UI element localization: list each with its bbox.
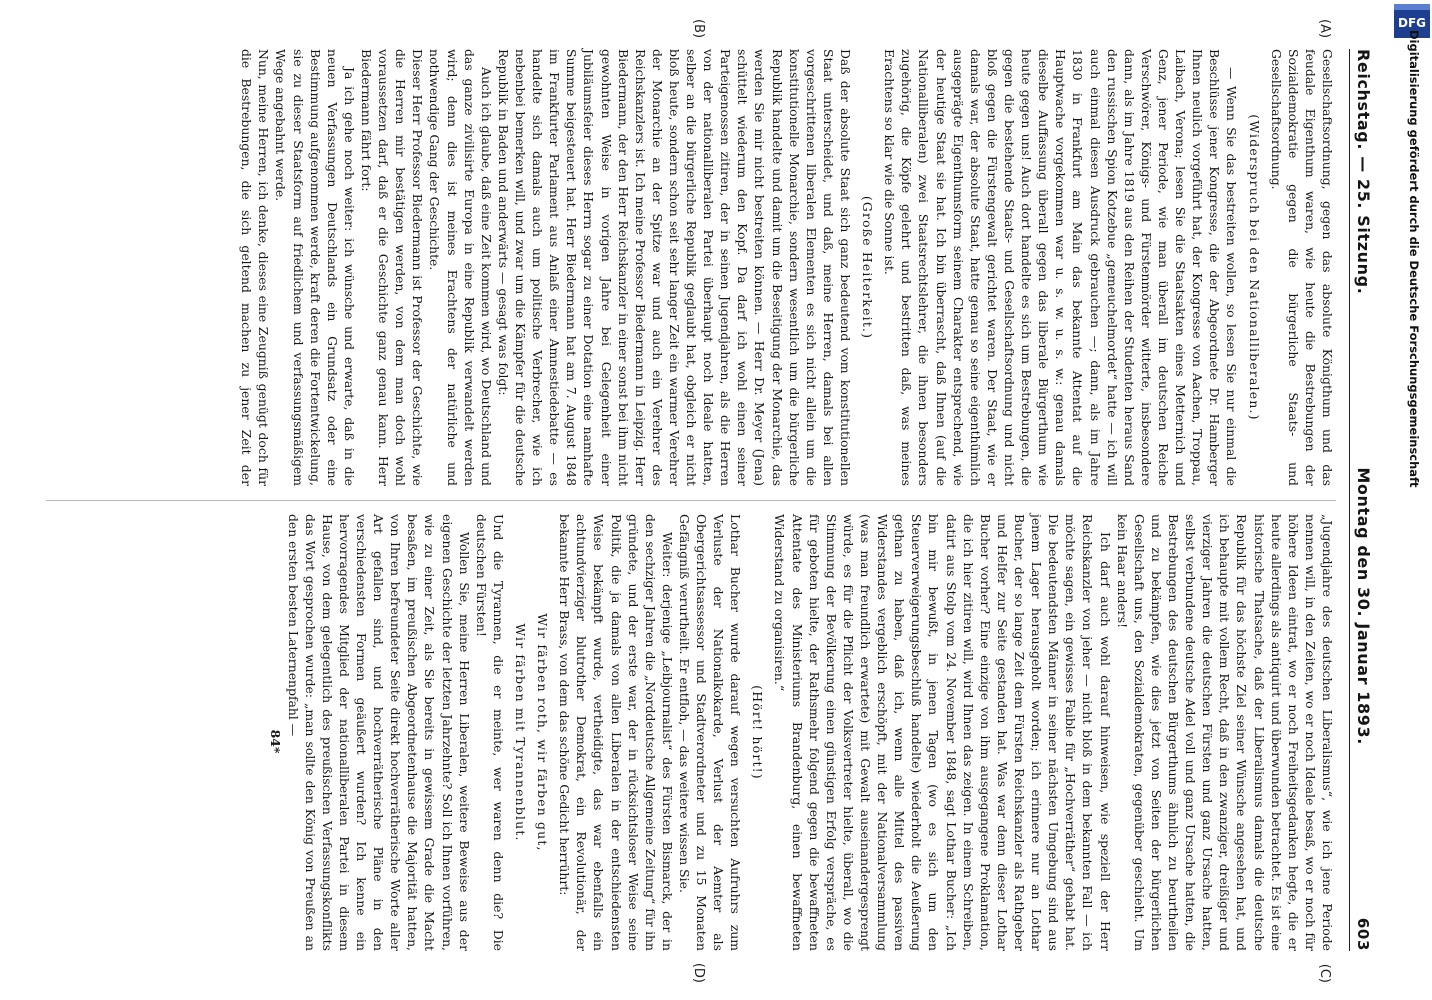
- paragraph: Daß der absolute Staat sich ganz bedeutend vom konstitutionellen Staat unterscheidet, und daß, meine Herren, damals bei allen vorgeschrittenen liberalen Elementen es sich nicht allein um die konstitutionelle Monarchie, sondern wesentlich um die bürgerliche Republik handelte und damit um die Beseitigung der Monarchie, das werden Sie mir nicht bestreiten können. — Herr Dr. Meyer (Jena) schüttelt wiederum den Kopf. Da darf ich wohl einen seiner Parteigenossen zitiren, der in seinen Jugendjahren, als die Herren von der nationalliberalen Partei überhaupt noch Ideale hatten, selber an die bürgerliche Republik geglaubt hat, obgleich er nicht bloß heute, sondern schon seit sehr langer Zeit ein warmer Verehrer der Monarchie an der Spitze war und auch ein Verehrer des Reichskanzlers ist. Ich meine Professor Biedermann in Leipzig. Herr Biedermann, der den Herr Reichskanzler in einer sonst bei ihm nicht gewohnten Weise in vorigen Jahre bei Gelegenheit einer Jubiläumsfeier dieses Herrn sogar zu einer Dotation eine namhafte Summe beigesteuert hat. Herr Biedermann hat am 7. August 1848 im Frankfurter Parlament aus Anlaß einer Amnestiedebatte — es handelte sich damals auch um politische Verbrecher, wie ich nebenbei bemerken will, und zwar um die Kämpfer für die deutsche Republik in Baden und anderwärts — gesagt was folgt:: [495, 49, 854, 486]
- rotated-document-page: [36, 15, 1396, 985]
- paragraph: Wollen Sie, meine Herren Liberalen, weitere Beweise aus der eigenen Geschichte der letzten Jahrzehnte? Soll ich Ihnen vorführen, wie zu einer Zeit, als Sie bereits in gewissem Grade die Macht besaßen, im preußischen Abgeordnetenhause die Majorität hatten, von Ihren befreundeter Seite direkt hochverrätherische Worte aller Art gefallen sind, und hochverrätherische Pläne in den verschiedensten Formen geäußert wurden? Ich kenne ein hervorragendes Mitglied der nationalliberalen Partei in diesem Hause, von dem gelegentlich des preußischen Verfassungskonflikts das Wort gesprochen wurde: „man sollte den König von Preußen an den ersten besten Laternenpfahl —: [285, 514, 472, 951]
- header-date: Montag den 30. Januar 1893.: [1354, 467, 1373, 745]
- centered-line: (Große Heiterkeit.): [860, 195, 876, 340]
- centered-line: Wir färben roth, wir färben gut,: [535, 613, 551, 852]
- paragraph: Nun, meine Herren, ich denke, dieses eine Zeugniß genügt doch für die Bestrebungen, die sich geltend machen zu jener Zeit der „Jugendjahre des deutschen Liberalismus“, wie ich jene Periode nennen will, in den Zeiten, wo er noch Ideale besaß, wo er noch für höhere Ideen eintrat, wo er noch Freiheitsgedanken hegte, die er heute allerdings als antiquirt und überwunden betrachtet. Es ist eine historische Thatsache, daß der Liberalismus damals die deutsche Republik für das höchste Ziel seiner Wünsche angesehen hat, und ich behaupte mit vollem Recht, daß in den zwanziger, dreißiger und vierziger Jahren die deutschen Fürsten und ganz Ursache hatten, selbst verbundene deutsche Adel voll und ganz Ursache hatten, die Bestrebungen des deutschen Bürgerthums ähnlich zu beurtheilen und zu bekämpfen, wie dies jetzt von Seiten der bürgerlichen Gesellschaft uns, den Sozialdemokraten, gegenüber geschieht. Um kein Haar anders!: [239, 49, 1335, 951]
- header-session: Reichstag. — 25. Sitzung.: [1354, 49, 1373, 295]
- digitization-stamp: [1386, 0, 1432, 1000]
- paragraph: Gesellschaftsordnung, gegen das absolute Königthum und das feudale Eigenthum waren, wie heute die Bestrebungen der Sozialdemokratie gegen die bürgerliche Staats- und Gesellschaftsordnung.: [1268, 49, 1335, 486]
- centered-line: (Hört! hört!): [750, 685, 766, 780]
- paragraph: — Wenn Sie das bestreiten wollen, so lesen Sie nur einmal die Beschlüsse jener Kongresse, die der Abgeordnete Dr. Hamberger Ihnen neulich vorgeführt hat, der Kongresse von Aachen, Troppau, Laibach, Verona; lesen Sie die Staatsakten eines Metternich und Genz, jener Periode, wie man überall im deutschen Reiche Verschwörer, Königs- und Fürstenmörder witterte, insbesondere dann, als im Jahre 1819 aus den Reihen der Studenten heraus Sand den russischen Spion Kotzebue „gemeuchelmordet“ hatte — ich will auch einmal diesen Ausdruck gebrauchen —; dann, als im Jahre 1830 in Frankfurt am Main das bekannte Attentat auf die Hauptwache vorgekommen war u. s. w. u. s. w.: genau damals dieselbe Auffassung überall gegen das liberale Bürgerthum wie heute gegen uns! Auch dort handelte es sich um Bestrebungen, die gegen die bestehende Staats- und Gesellschaftsordnung und nicht bloß gegen die Fürstengewalt gerichtet waren. Der Staat, wie er damals war, der absolute Staat, hatte genau so seine eigenthümlich ausgeprägte Eigenthumsform seinem Charakter entsprechend, wie der heutige Staat sie hat. Ich bin überrascht, daß Ihnen (auf die Nationalliberalen) zwei Staatsrechtslehrer, die ihnen besonders zugehörig, die Köpfe gelehrt und bestritten daß, was meines Erachtens so klar wie die Sonne ist.: [882, 49, 1240, 486]
- running-header: [1349, 49, 1384, 951]
- centered-line: (Widerspruch bei den Nationalliberalen.): [1246, 114, 1262, 421]
- margin-marker-d: (D): [691, 962, 706, 983]
- paragraph: Ja ich gehe noch weiter: ich wünsche und erwarte, daß in die neuen Verfassungen Deutschlands ein Grundsatz oder eine Bestimmung aufgenommen werde, kraft deren die Fortentwickelung, sie zu dieser Staatsform auf friedlichem und verfassungsmäßigem Wege angebahnt werde.: [273, 49, 357, 486]
- centered-line: Wir färben mit Tyrannenblut.: [512, 623, 528, 842]
- column-divider: [46, 500, 1336, 501]
- paragraph: Und die Tyrannen, die er meinte, wer waren denn die? Die deutschen Fürsten!: [473, 514, 506, 951]
- sheet-signature: 84*: [268, 729, 284, 754]
- paragraph: Weiter: derjenige „Leibjournalist“ des Fürsten Bismarck, der in den sechziger Jahren die „Norddeutsche Allgemeine Zeitung“ für ihn gründete, und der erste war, der in rücksichtsloser Weise seine Politik, die ja damals von allen Liberalen in der entschiedensten Weise bekämpft wurde, vertheidigte, das war ebenfalls ein achtundvierziger blutrother Demokrat, ein Revolutionär, der bekannte Herr Brass, von dem das schöne Gedicht herrührt:: [557, 514, 675, 951]
- paragraph: Lothar Bucher wurde darauf wegen versuchten Aufruhrs zum Verluste der Nationalkokarde, Verlust der Aemter als Obergerichtsassessor und Stadtverordneter und zu 15 Monaten Gefängniß verurtheilt. Er entfloh, — das weitere wissen Sie.: [676, 514, 744, 951]
- margin-marker-b: (B): [691, 19, 706, 39]
- margin-marker-c: (C): [1317, 963, 1332, 983]
- digitization-notice: Digitalisierung gefördert durch die Deutsche Forschungsgemeinschaft: [1407, 30, 1421, 488]
- paragraph: Auch ich glaube, daß eine Zeit kommen wird, wo Deutschland und das ganze zivilisirte Europa in eine Republik verwandelt werden wird; denn dies ist meines Erachtens der natürliche und nothwendige Gang der Geschichte.: [427, 49, 494, 486]
- paragraph: Dieser Herr Professor Biedermann ist Professor der Geschichte, wie die Herren mir bestätigen werden, von dem man doch wohl voraussetzen darf, daß er die Geschichte ganz genau kann. Herr Biedermann fährt fort:: [358, 49, 426, 486]
- dfg-logo-text: DFG: [1397, 16, 1427, 30]
- page-number: 603: [1354, 917, 1372, 951]
- margin-marker-a: (A): [1317, 19, 1332, 39]
- paragraph: Ich darf auch wohl darauf hinweisen, wie speziell der Herr Reichskanzler von jeher — nicht bloß in dem bekannten Fall — ich möchte sagen, ein gewisses Faible für „Hochverräther“ gehabt hat. Die bedeutendsten Männer in seiner nächsten Umgebung sind aus jenem Lager herausgeholt worden; ich erinnere nur an Lothar Bucher, der so lange Zeit dem Fürsten Reichskanzler als Rathgeber und Helfer zur Seite gestanden hat. Was war denn dieser Lothar Bucher vorher? Eine einzige von ihm ausgegangene Proklamation, die ich hier zitiren will, wird Ihnen das zeigen. In einem Schreiben, datirt aus Stolp vom 24. November 1848, sagt Lothar Bucher: „Ich bin mir bewußt, in jenen Tagen (wo es sich um den Steuerverweigerungsbeschluß handelte) wiederholt die Aeußerung gethan zu haben, daß ich, wenn alle Mittel des passiven Widerstandes vergeblich erschöpft, mit der Nationalversammlung (was man freundlich erwartete) mit Gewalt auseinandergesprengt würde, es für die Pflicht der Volksvertreter hielte, überall, wo die Stimmung der Bevölkerung einen günstigen Erfolg verspräche, es für geboten hielte, der Rathsmehr folgend gegen die bewaffneten Attentate des Ministeriums Brandenburg, einen bewaffneten Widerstand zu organisiren.“: [772, 514, 1113, 951]
